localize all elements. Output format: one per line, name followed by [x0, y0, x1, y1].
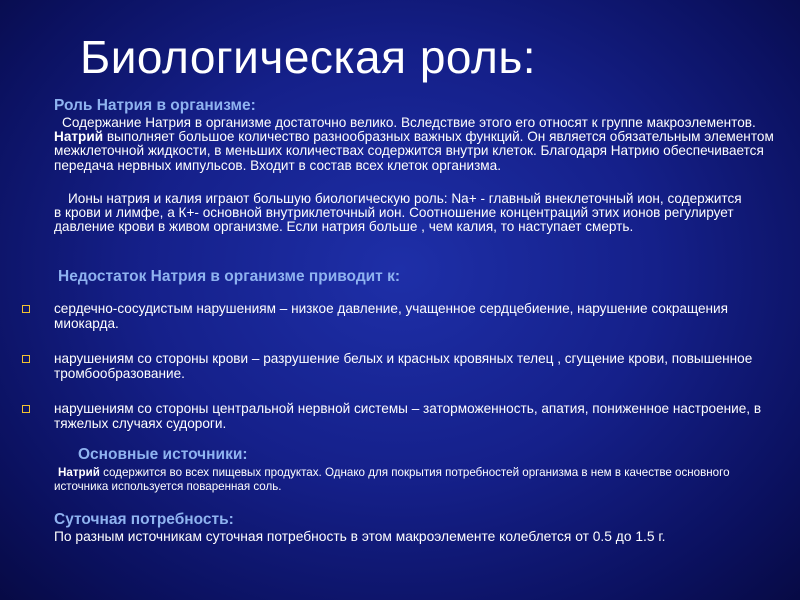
square-bullet-icon: [22, 405, 30, 413]
square-bullet-icon: [22, 355, 30, 363]
bullet-text: сердечно-сосудистым нарушениям – низкое давление, учащенное сердцебиение, нарушение сокращения миокарда.: [54, 301, 728, 331]
paragraph-sources: [54, 466, 774, 493]
heading-sodium-role: Роль Натрия в организме:: [54, 97, 256, 114]
paragraph-sodium-content-a: Содержание Натрия в организме достаточно велико. Вследствие этого его относят к группе макроэлементов.: [62, 115, 756, 130]
paragraph-sources-text: содержится во всех пищевых продуктах. Однако для покрытия потребностей организма в нем в качестве основного источника используется поваренная соль.: [54, 466, 730, 493]
slide-title: Биологическая роль:: [80, 31, 537, 83]
paragraph-sodium-content: [54, 116, 774, 173]
paragraph-ions: Ионы натрия и калия играют большую биологическую роль: Na+ - главный внеклеточный ион, содержится в крови и лимфе, а К+- основной внутриклеточный ион. Соотношение концентраций этих ионов регулирует давление крови в живом организме. Если натрия больше , чем калия, то наступает смерть.: [54, 191, 742, 235]
paragraph-daily-need: По разным источникам суточная потребность в этом макроэлементе колеблется от 0.5 до 1.5 г.: [54, 529, 666, 544]
bullet-text: нарушениям со стороны крови – разрушение белых и красных кровяных телец , сгущение крови, повышенное тромбообразование.: [54, 351, 753, 381]
paragraph-sodium-content-b: выполняет большое количество разнообразных важных функций. Он является обязательным элементом межклеточной жидкости, в меньших количествах содержится внутри клеток. Благодаря Натрию обеспечивается передача нервных импульсов. Входит в состав всех клеток организма.: [54, 129, 774, 173]
square-bullet-icon: [22, 305, 30, 313]
heading-daily-need: Суточная потребность:: [54, 511, 234, 528]
paragraph-sodium-content-bold: Натрий: [54, 129, 104, 145]
bullet-text: нарушениям со стороны центральной нервной системы – заторможенность, апатия, пониженное настроение, в тяжелых случаях судороги.: [54, 401, 762, 431]
paragraph-sources-bold: Натрий: [58, 466, 100, 479]
heading-sources: Основные источники:: [78, 446, 248, 463]
heading-deficiency: Недостаток Натрия в организме приводит к:: [58, 268, 400, 285]
